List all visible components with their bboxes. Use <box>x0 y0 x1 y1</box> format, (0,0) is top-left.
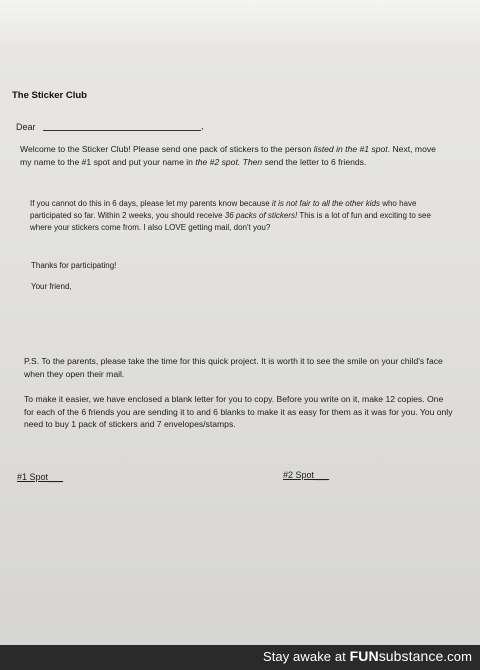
salutation: Dear <box>16 122 36 132</box>
welcome-paragraph: Welcome to the Sticker Club! Please send one pack of stickers to the person listed in the #1 spot. Next, move my name to the #1 spot and put your name in the #2 spot. Then send the letter to 6 friends. <box>20 144 436 167</box>
spot-2-label: #2 Spot___ <box>283 470 330 480</box>
closing-line: Your friend, <box>31 282 72 291</box>
paper-fold <box>0 0 480 45</box>
deadline-paragraph: If you cannot do this in 6 days, please let my parents know because it is not fair to all the other kids who have participated so far. Within 2 weeks, you should receive 36 packs of stickers! This is a lot of fun and exciting to see where your stickers come from. I also LOVE getting mail, don't you? <box>30 199 431 232</box>
thanks-line: Thanks for participating! <box>31 261 117 270</box>
instructions-paragraph: To make it easier, we have enclosed a blank letter for you to copy. Before you write on it, make 12 copies. One for each of the 6 friends you are sending it to and 6 blanks to make it as easy for them as it was for you. You only need to buy 1 pack of stickers and 7 envelopes/stamps. <box>24 394 453 430</box>
ps-paragraph: P.S. To the parents, please take the time for this quick project. It is worth it to see the smile on your child's face when they open their mail. <box>24 356 443 379</box>
letter-title: The Sticker Club <box>12 90 87 101</box>
site-watermark: Stay awake at FUNsubstance.com <box>262 648 472 664</box>
recipient-blank-line <box>43 130 201 131</box>
spot-1-label: #1 Spot___ <box>17 472 64 482</box>
salutation-comma: , <box>201 121 204 131</box>
